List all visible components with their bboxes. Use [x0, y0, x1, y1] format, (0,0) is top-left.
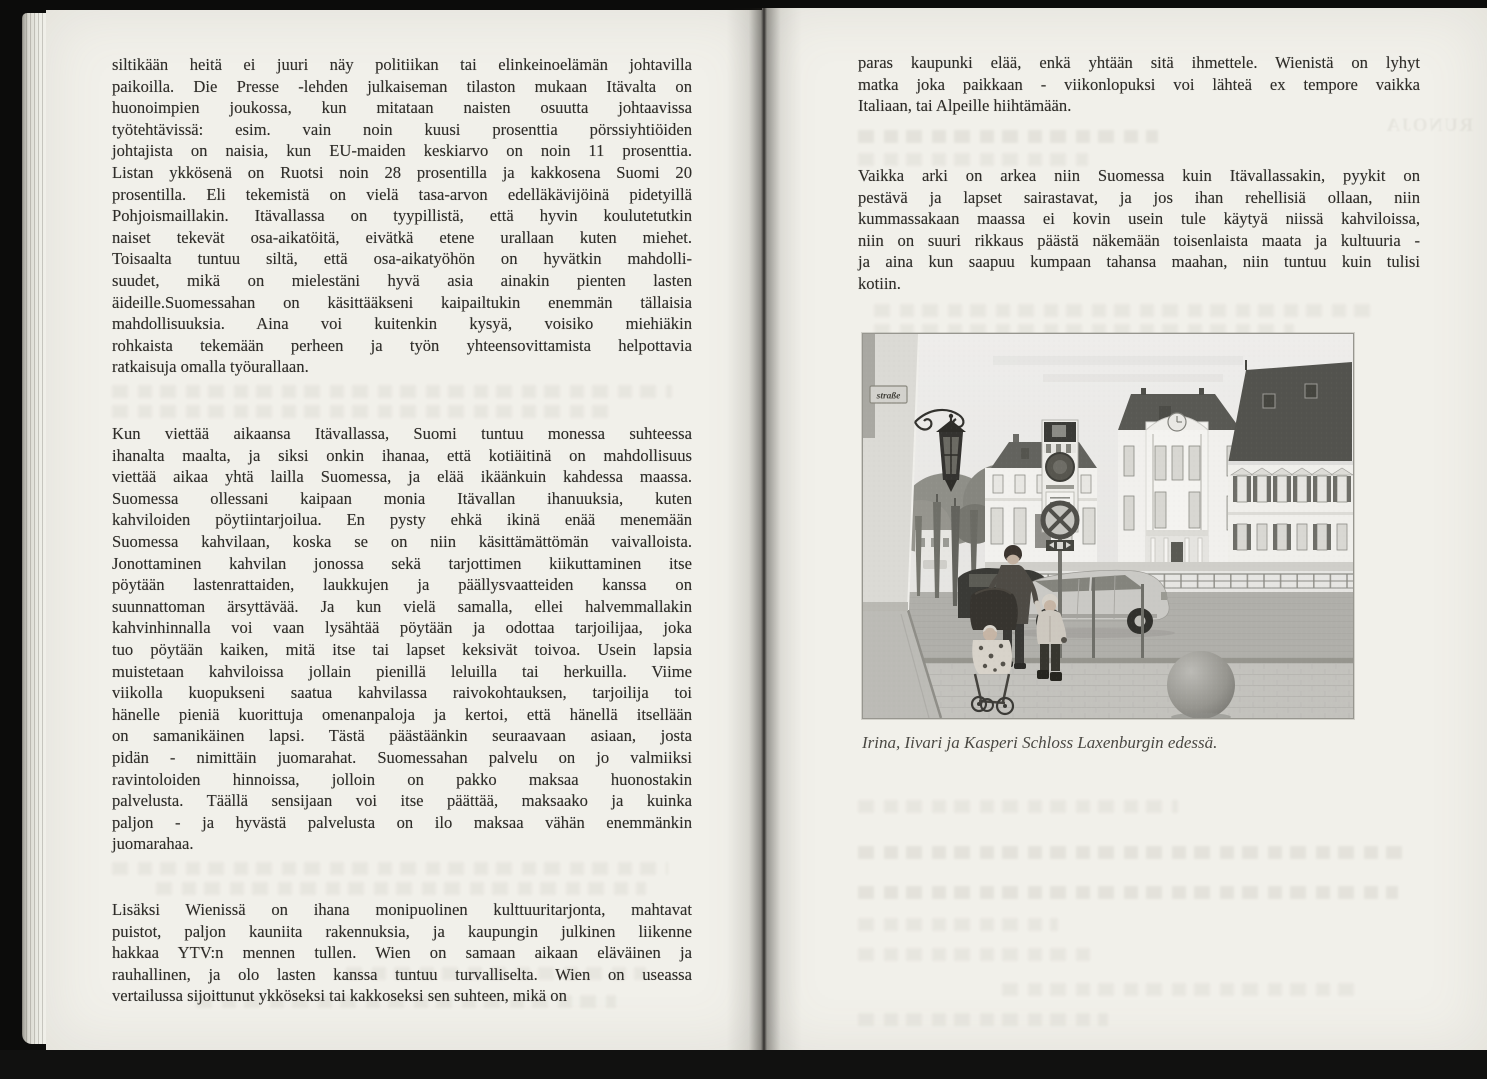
text-line: äideille.Suomessahan on käsittääkseni kaipailtukin enemmän tällaisia [112, 292, 692, 312]
text-line: on samanikäinen lapsi. Tästä päästäänkin seuraavaan asiaan, josta [112, 726, 692, 746]
text-line: kotiin. [858, 273, 901, 293]
text-line: Pohjoismaillakin. Itävallassa on tyypillistä, että hyvin koulutetutkin [112, 206, 692, 226]
photo-illustration [863, 334, 1353, 718]
text-line: viikolla kuopukseni saatua kahvilassa raivokohtauksen, tarjoilija toi [112, 683, 692, 703]
bleed-through-row [858, 130, 1158, 143]
text-line: hänelle pieniä kuorittuja omenanpaloja ja kertoi, että hänellä itsellään [112, 704, 692, 724]
text-line: Lisäksi Wienissä on ihana monipuolinen kulttuuritarjonta, mahtavat [112, 900, 692, 919]
left-page [46, 10, 762, 1050]
bleed-through-row [858, 948, 1098, 961]
text-line: paras kaupunki elää, enkä yhtään sitä ihmettele. Wienistä on lyhyt [858, 53, 1420, 72]
bleed-through-row [112, 862, 668, 875]
text-line: Suomessa ollessani kaipaan monia Itävallan ihanuuksia, kuten [112, 488, 692, 508]
text-line: ratkaisuja omalla työurallaan. [112, 357, 309, 377]
text-line: Vaikka arki on arkea niin Suomessa kuin Itävallassakin, pyykit on [858, 166, 1420, 185]
bleed-through-row [858, 918, 1058, 931]
text-line: rauhallinen, ja olo lasten kanssa tuntuu turvalliselta. Wien on useassa [112, 964, 692, 984]
text-line: ja aina kun saapuu kumpaan tahansa maahan, niin tuntuu kuin tulisi [858, 252, 1420, 272]
text-line: johtajista on naisia, kun EU-maiden keskiarvo on noin 11 prosenttia. [112, 141, 692, 161]
text-line: Listan ykkösenä on Ruotsi noin 28 prosentilla ja kakkosena Suomi 20 [112, 162, 692, 182]
text-line: ravintoloiden hinnoissa, jolloin on pakko maksaa huonostakin [112, 769, 692, 789]
left-paragraph-1 [112, 54, 692, 378]
text-line: muistetaan kahviloissa jollain pienillä leluilla tai herkuilla. Viime [112, 661, 692, 681]
text-line: pöytään lastenrattaiden, laukkujen ja päällysvaatteiden kanssa on [112, 575, 692, 595]
text-line: hakkaa YTV:n mennen tullen. Wien on samaan aikaan eläväinen ja [112, 943, 692, 963]
bleed-through-row [1002, 983, 1362, 996]
text-line: kummassakaan maassa ei kovin usein tule käytyä niissä kahviloissa, [858, 209, 1420, 229]
text-line: kahvinhinnalla voi vaan lysähtää pöytään ja odottaa tarjoilijaa, joka [112, 618, 692, 638]
text-line: työtehtävissä: esim. vain noin kuusi prosenttia pörssiyhtiöiden [112, 119, 692, 139]
text-line: mahdollisuuksia. Aina voi kuitenkin kysyä, voisiko miehiäkin [112, 314, 692, 334]
text-line: naiset tekevät osa-aikatöitä, eivätkä etene urallaan kuten miehet. [112, 227, 692, 247]
text-line: kahviloiden pöytiintarjoilua. En pysty ehkä ikinä enää menemään [112, 510, 692, 530]
text-line: ihanalta maalta, ja siksi onkin ihanaa, että kotiäitinä on mahdollisuus [112, 445, 692, 465]
text-line: suudet, mikä on mielestäni hyvä asia ainakin pienten lasten [112, 270, 692, 290]
text-line: pestävä ja lapset sairastavat, ja jos ihan rehellisiä ollaan, niin [858, 187, 1420, 207]
bleed-through-row [858, 1013, 1108, 1026]
text-line: prosentilla. Eli tekemistä on vielä tasa-arvon edelläkävijöinä pidetyillä [112, 184, 692, 204]
bleed-through-row [858, 800, 1178, 813]
text-line: rohkaista tekemään perheen ja työn yhteensovittamista helpottavia [112, 335, 692, 355]
text-line: Toisaalta tuntuu siltä, että osa-aikatyöhön on hyvätkin mahdolli- [112, 249, 692, 269]
text-line: tuo pöytään kaiken, mitä itse tai lapset keksivät toivoa. Usein lapsia [112, 639, 692, 659]
bleed-through-row [156, 882, 646, 895]
bleed-through-row [858, 886, 1398, 899]
text-line: huonoimpien joukossa, kun mitataan naisten osuutta johtaavissa [112, 98, 692, 118]
photo-schloss-laxenburg [862, 333, 1354, 719]
text-line: Kun viettää aikaansa Itävallassa, Suomi tuntuu monessa suhteessa [112, 424, 692, 443]
text-line: paljon - ja hyvästä palvelusta on ilo maksaa vähän enemmänkin [112, 812, 692, 832]
bleed-through-row [112, 405, 612, 418]
photo-caption: Irina, Iivari ja Kasperi Schloss Laxenburgin edessä. [862, 733, 1218, 752]
text-line: viettää aikaa yhtä lailla Suomessa, ja elää ikäänkuin kahdessa maassa. [112, 467, 692, 487]
text-line: pidän - nimittäin juomarahat. Suomessahan palvelu on jo valmiiksi [112, 747, 692, 767]
bleed-through-row [112, 385, 672, 398]
text-line: paikoilla. Die Presse -lehden julkaiseman tilaston mukaan Itävalta on [112, 76, 692, 96]
photo-grain-overlay [863, 334, 1353, 718]
text-line: juomarahaa. [112, 834, 194, 854]
bleed-through-mirrored-heading: RUNOJA [1385, 115, 1474, 136]
text-line: siltikään heitä ei juuri näy politiikan tai elinkeinoelämän johtavilla [112, 55, 692, 74]
bleed-through-row [874, 304, 1374, 317]
left-paragraph-3 [112, 899, 692, 1007]
right-page [762, 8, 1487, 1053]
scanner-background [0, 1050, 1487, 1079]
text-line: matka joka paikkaan - viikonlopuksi voi lähteä ex tempore vaikka [858, 74, 1420, 94]
page-stack-edges [22, 13, 48, 1044]
text-line: suunnattoman ärsyttävää. Ja kun vielä samalla, ellei halvemmallakin [112, 596, 692, 616]
text-line: palvelusta. Täällä sensijaan voi itse päättää, maksaako ja kuinka [112, 791, 692, 811]
text-line: vertailussa sijoittunut ykköseksi tai kakkoseksi sen suhteen, mikä on [112, 986, 567, 1006]
text-line: puistot, paljon kauniita rakennuksia, ja kaupungin julkinen liikenne [112, 921, 692, 941]
text-line: Italiaan, tai Alpeille hiihtämään. [858, 96, 1072, 116]
text-line: Suomessa kahvilaan, koska se on niin käsittämättömän vaivalloista. [112, 531, 692, 551]
right-paragraph-1 [858, 52, 1420, 117]
text-line: niin on suuri rikkaus päästä näkemään toisenlaista maata ja kultuuria - [858, 230, 1420, 250]
bleed-through-row [858, 846, 1406, 859]
right-paragraph-2 [858, 165, 1420, 295]
text-line: Jonottaminen kahvilan jonossa sekä tarjottimen kiikuttaminen itse [112, 553, 692, 573]
left-paragraph-2 [112, 423, 692, 855]
